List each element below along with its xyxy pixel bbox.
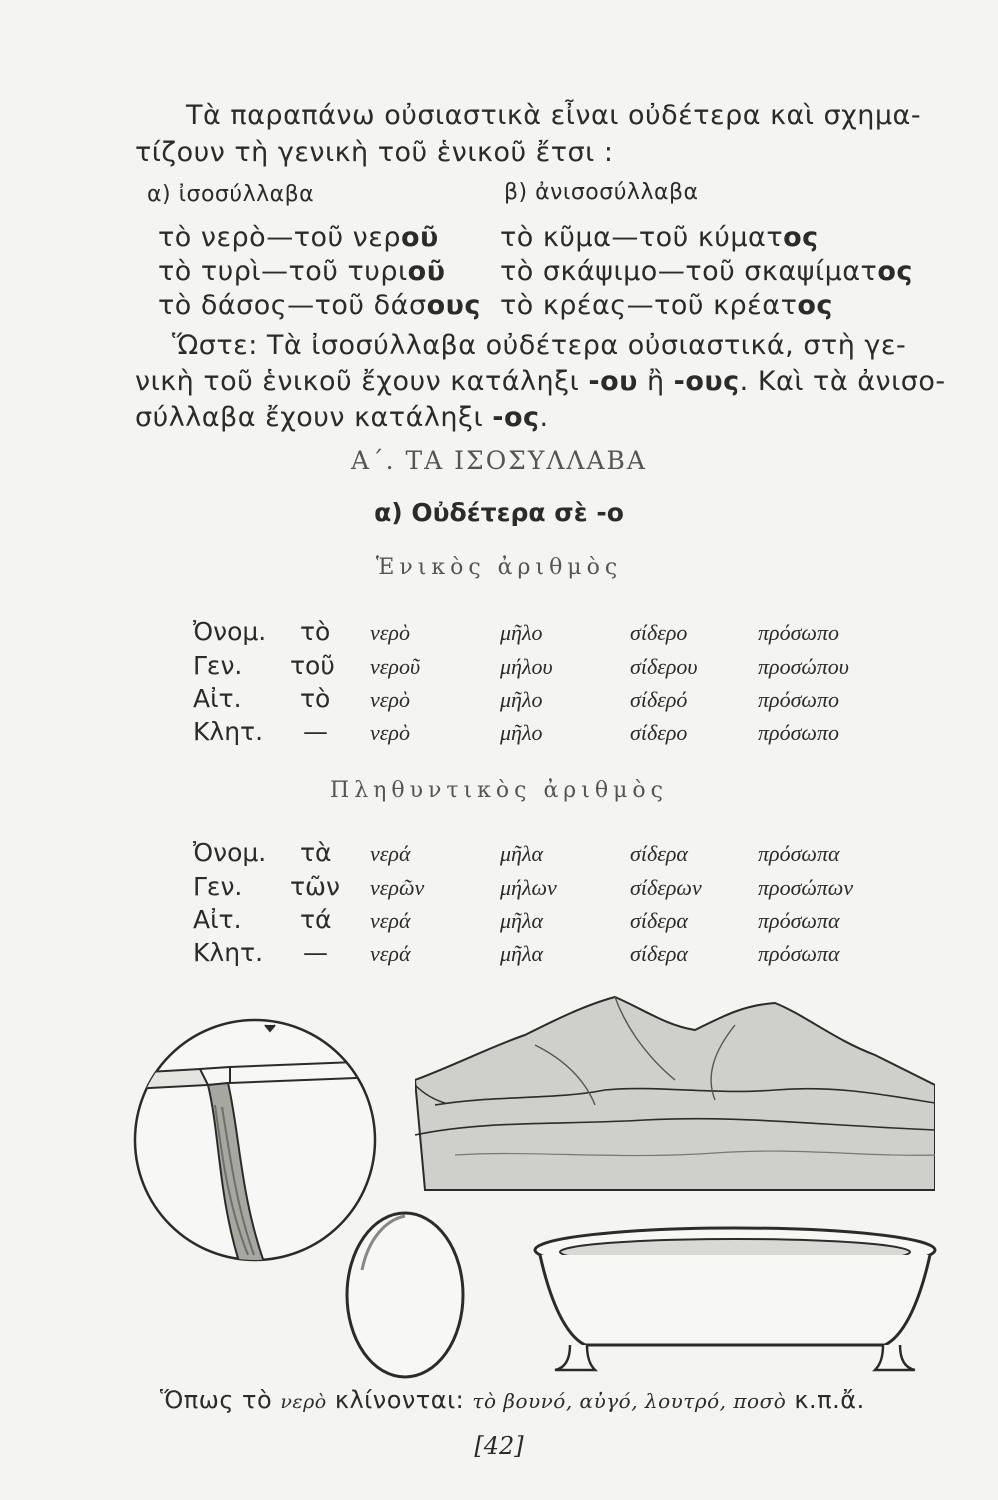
col-a-row: τὸ νερὸ—τοῦ νεροῦ bbox=[158, 222, 439, 253]
rule-line-3: σύλλαβα ἔχουν κατάληξι -ος. bbox=[135, 402, 549, 433]
page-number: [42] bbox=[474, 1432, 524, 1460]
col-a-row: τὸ δάσος—τοῦ δάσους bbox=[158, 290, 481, 321]
word-nero: νερά bbox=[370, 841, 411, 866]
word-sidero: σίδερό bbox=[630, 687, 688, 712]
col-b-title: β) ἀνισοσύλλαβα bbox=[504, 180, 699, 205]
article: τῶν bbox=[290, 872, 340, 901]
word-nero: νεροῦ bbox=[370, 654, 421, 679]
article: τὸ bbox=[300, 617, 331, 646]
word-milo: μῆλα bbox=[500, 941, 544, 966]
word-sidero: σίδερου bbox=[630, 654, 698, 679]
col-a-title: α) ἰσοσύλλαβα bbox=[147, 182, 315, 207]
word-milo: μῆλα bbox=[500, 908, 544, 933]
word-prosopo: πρόσωπο bbox=[758, 687, 839, 712]
word-milo: μῆλο bbox=[500, 687, 543, 712]
case-label: Κλητ. bbox=[193, 938, 264, 967]
singular-title: Ἑνικὸς ἀριθμὸς bbox=[375, 555, 623, 580]
case-label: Γεν. bbox=[193, 872, 243, 901]
word-nero: νερῶν bbox=[370, 875, 425, 900]
col-a-row: τὸ τυρὶ—τοῦ τυριοῦ bbox=[158, 256, 446, 287]
word-prosopo: πρόσωπο bbox=[758, 720, 839, 745]
plural-title: Πληθυντικὸς ἀριθμὸς bbox=[330, 778, 668, 803]
word-prosopo: προσώπου bbox=[758, 654, 849, 679]
article: — bbox=[303, 717, 328, 746]
case-label: Ὀνομ. bbox=[193, 838, 267, 867]
col-b-row: τὸ κῦμα—τοῦ κύματος bbox=[500, 222, 819, 253]
case-label: Γεν. bbox=[193, 651, 243, 680]
col-b-row: τὸ κρέας—τοῦ κρέατος bbox=[500, 290, 833, 321]
article: τά bbox=[300, 905, 332, 934]
rule-line-2: νικὴ τοῦ ἑνικοῦ ἔχουν κατάληξι -ου ἢ -ους. Καὶ τὰ ἀνισο- bbox=[135, 366, 946, 397]
word-milo: μῆλα bbox=[500, 841, 544, 866]
article: τοῦ bbox=[290, 651, 335, 680]
word-milo: μῆλο bbox=[500, 620, 543, 645]
word-nero: νερά bbox=[370, 941, 411, 966]
word-sidero: σίδερων bbox=[630, 875, 702, 900]
intro-line-2: τίζουν τὴ γενικὴ τοῦ ἑνικοῦ ἔτσι : bbox=[135, 137, 614, 168]
article: τὸ bbox=[300, 684, 331, 713]
egg-illustration bbox=[330, 1200, 480, 1385]
word-nero: νερὸ bbox=[370, 687, 410, 712]
word-prosopo: πρόσωπα bbox=[758, 908, 840, 933]
word-sidero: σίδερο bbox=[630, 720, 688, 745]
word-nero: νερά bbox=[370, 908, 411, 933]
intro-line-1: Τὰ παραπάνω οὐσιαστικὰ εἶναι οὐδέτερα καὶ σχημα- bbox=[186, 100, 922, 131]
word-nero: νερὸ bbox=[370, 620, 410, 645]
word-nero: νερὸ bbox=[370, 720, 410, 745]
word-prosopo: πρόσωπα bbox=[758, 841, 840, 866]
case-label: Αἰτ. bbox=[193, 905, 242, 934]
word-milo: μήλου bbox=[500, 654, 553, 679]
bathtub-illustration bbox=[525, 1220, 945, 1380]
word-milo: μῆλο bbox=[500, 720, 543, 745]
word-prosopo: πρόσωπα bbox=[758, 941, 840, 966]
word-sidero: σίδερα bbox=[630, 841, 688, 866]
word-milo: μήλων bbox=[500, 875, 557, 900]
word-prosopo: προσώπων bbox=[758, 875, 854, 900]
word-sidero: σίδερο bbox=[630, 620, 688, 645]
word-prosopo: πρόσωπο bbox=[758, 620, 839, 645]
mountains-illustration bbox=[415, 985, 935, 1195]
section-title: Α΄. ΤΑ ΙΣΟΣΥΛΛΑΒΑ bbox=[351, 446, 647, 475]
col-b-row: τὸ σκάψιμο—τοῦ σκαψίματος bbox=[500, 256, 913, 287]
case-label: Αἰτ. bbox=[193, 684, 242, 713]
footer-sentence: Ὅπως τὸ νερὸ κλίνονται: τὸ βουνό, αὐγό, λουτρό, ποσὸ κ.π.ἄ. bbox=[160, 1386, 865, 1414]
case-label: Κλητ. bbox=[193, 717, 264, 746]
word-sidero: σίδερα bbox=[630, 941, 688, 966]
case-label: Ὀνομ. bbox=[193, 617, 267, 646]
subsection-title: α) Οὐδέτερα σὲ -ο bbox=[374, 498, 624, 527]
word-sidero: σίδερα bbox=[630, 908, 688, 933]
rule-line-1: Ὥστε: Τὰ ἰσοσύλλαβα οὐδέτερα οὐσιαστικά, στὴ γε- bbox=[172, 330, 907, 361]
article: — bbox=[303, 938, 328, 967]
article: τὰ bbox=[300, 838, 332, 867]
